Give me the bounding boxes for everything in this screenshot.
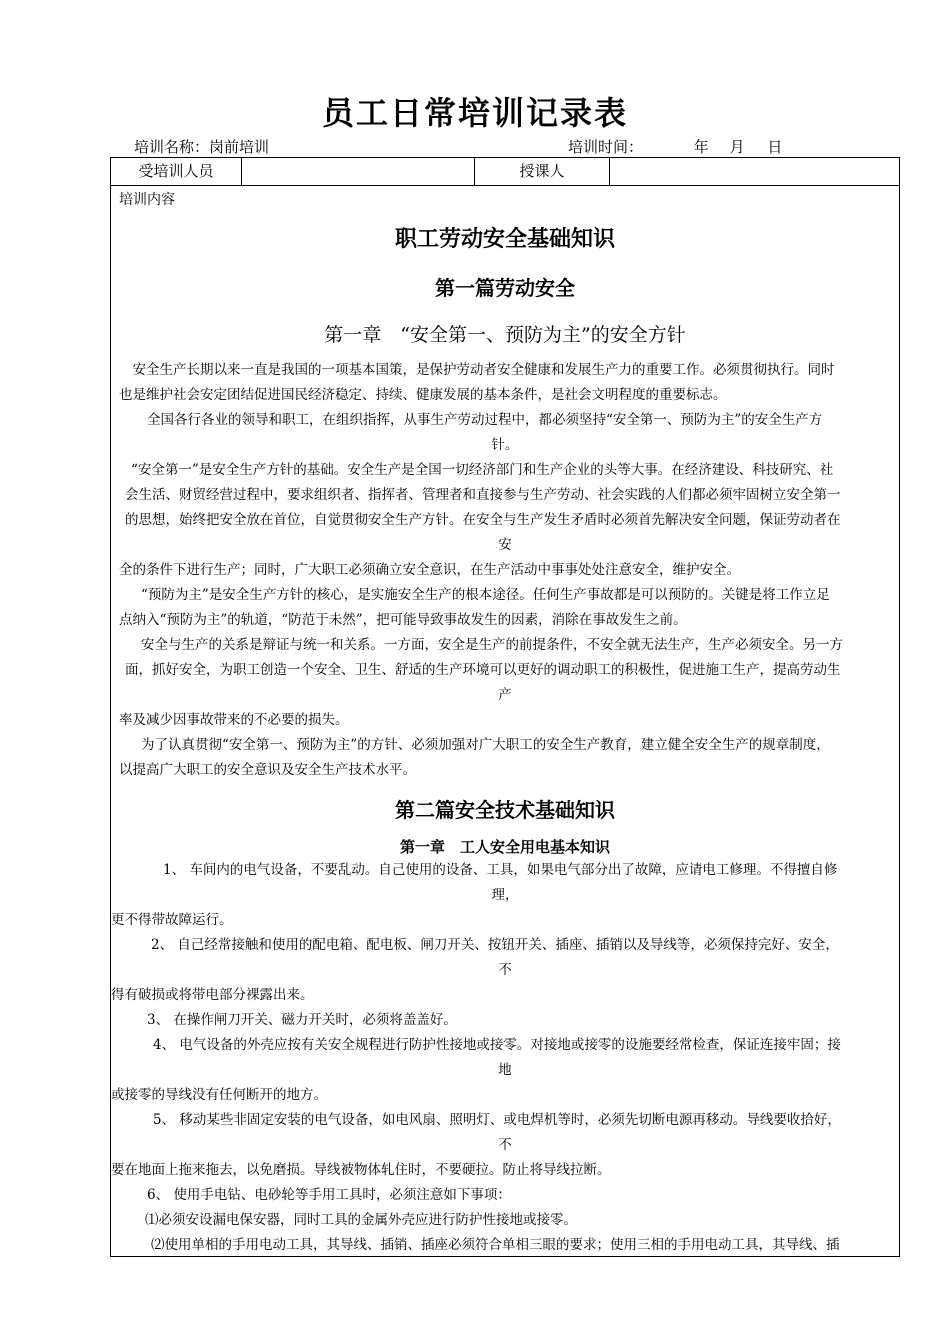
paragraph-line: 为了认真贯彻“安全第一、预防为主”的方针、必须加强对广大职工的安全生产教育，建立健全安全生产的规章制度， — [141, 737, 830, 753]
date-month: 月 — [729, 138, 745, 156]
document-title: 员工日常培训记录表 — [321, 94, 628, 132]
list-subitem: ⑵使用单相的手用电动工具，其导线、插销、插座必须符合单相三眼的要求；使用三相的手用电动工具，其导线、插 — [151, 1237, 840, 1253]
date-day: 日 — [767, 138, 783, 156]
paragraph-line: 率及减少因事故带来的不必要的损失。 — [119, 712, 349, 728]
instructor-value[interactable] — [610, 158, 899, 185]
content-label: 培训内容 — [119, 192, 175, 208]
list-item: 5、 移动某些非固定安装的电气设备，如电风扇、照明灯、或电焊机等时，必须先切断电源再移动。导线要收拾好， — [153, 1112, 841, 1128]
paragraph-line: 的思想，始终把安全放在首位，自觉贯彻安全生产方针。在安全与生产发生矛盾时必须首先解决安全问题，保证劳动者在 — [125, 512, 841, 528]
list-item: 2、 自己经常接触和使用的配电箱、配电板、闸刀开关、按钮开关、插座、插销以及导线等，必须保持完好、安全， — [151, 937, 839, 953]
part1-heading: 第一篇劳动安全 — [435, 276, 575, 300]
list-item-line: 要在地面上拖来拖去，以免磨损。导线被物体轧住时，不要硬拉。防止将导线拉断。 — [111, 1162, 611, 1178]
list-item-line: 地 — [498, 1062, 512, 1078]
training-record-table — [110, 157, 900, 1257]
list-item-line: 不 — [498, 1137, 512, 1153]
trainee-value[interactable] — [242, 158, 475, 185]
date-year: 年 — [693, 138, 709, 156]
part2-heading: 第二篇安全技术基础知识 — [395, 798, 615, 822]
training-time — [568, 136, 782, 157]
paragraph-line: 全国各行各业的领导和职工，在组织指挥，从事生产劳动过程中，都必须坚持“安全第一、预防为主”的安全生产方 — [147, 412, 823, 428]
paragraph-line: 也是维护社会安定团结促进国民经济稳定、持续、健康发展的基本条件，是社会文明程度的重要标志。 — [119, 387, 727, 403]
training-time-label: 培训时间： — [568, 138, 644, 156]
list-item: 4、 电气设备的外壳应按有关安全规程进行防护性接地或接零。对接地或接零的设施要经常检查，保证连接牢固；接 — [153, 1037, 841, 1053]
paragraph-line: 针。 — [491, 437, 519, 453]
part1-chapter1-heading: 第一章 “安全第一、预防为主”的安全方针 — [324, 324, 686, 346]
paragraph-line: 安全生产长期以来一直是我国的一项基本国策，是保护劳动者安全健康和发展生产力的重要工作。必须贯彻执行。同时 — [119, 362, 835, 378]
list-subitem: ⑴必须安设漏电保安器，同时工具的金属外壳应进行防护性接地或接零。 — [145, 1212, 577, 1228]
list-item: 1、 车间内的电气设备，不要乱动。自己使用的设备、工具，如果电气部分出了故障，应请电工修理。不得擅自修 — [163, 862, 838, 878]
list-item-line: 不 — [498, 962, 512, 978]
list-item-line: 更不得带故障运行。 — [111, 912, 233, 928]
paragraph-line: 安 — [498, 537, 512, 553]
paragraph-line: 会生活、财贸经营过程中，要求组织者、指挥者、管理者和直接参与生产劳动、社会实践的人们都必须牢固树立安全第一 — [125, 487, 841, 503]
header-row — [111, 158, 899, 186]
training-name: 培训名称：岗前培训 — [134, 138, 270, 156]
part2-chapter1-heading: 第一章 工人安全用电基本知识 — [399, 838, 610, 856]
paragraph-line: “安全第一”是安全生产方针的基础。安全生产是全国一切经济部门和生产企业的头等大事。在经济建设、科技研究、社 — [131, 462, 834, 478]
list-item-line: 或接零的导线没有任何断开的地方。 — [111, 1087, 327, 1103]
list-item: 6、 使用手电钻、电砂轮等手用工具时，必须注意如下事项： — [147, 1187, 511, 1203]
list-item-line: 理， — [491, 887, 519, 903]
paragraph-line: 全的条件下进行生产；同时，广大职工必须确立安全意识，在生产活动中事事处处注意安全，维护安全。 — [119, 562, 740, 578]
list-item: 3、 在操作闸刀开关、磁力开关时，必须将盖盖好。 — [147, 1012, 457, 1028]
paragraph-line: 点纳入“预防为主”的轨道，“防范于未然”，把可能导致事故发生的因素，消除在事故发生之前。 — [119, 612, 687, 628]
list-item-line: 得有破损或将带电部分裸露出来。 — [111, 987, 314, 1003]
main-heading: 职工劳动安全基础知识 — [394, 226, 615, 252]
trainee-label: 受培训人员 — [111, 158, 242, 185]
paragraph-line: “预防为主”是安全生产方针的核心，是实施安全生产的根本途径。任何生产事故都是可以预防的。关键是将工作立足 — [141, 587, 830, 603]
paragraph-line: 安全与生产的关系是辩证与统一和关系。一方面，安全是生产的前提条件，不安全就无法生产，生产必须安全。另一方 — [141, 637, 843, 653]
paragraph-line: 以提高广大职工的安全意识及安全生产技术水平。 — [119, 762, 416, 778]
paragraph-line: 产 — [498, 687, 512, 703]
instructor-label: 授课人 — [475, 158, 610, 185]
paragraph-line: 面，抓好安全，为职工创造一个安全、卫生、舒适的生产环境可以更好的调动职工的积极性，促进施工生产，提高劳动生 — [125, 662, 841, 678]
